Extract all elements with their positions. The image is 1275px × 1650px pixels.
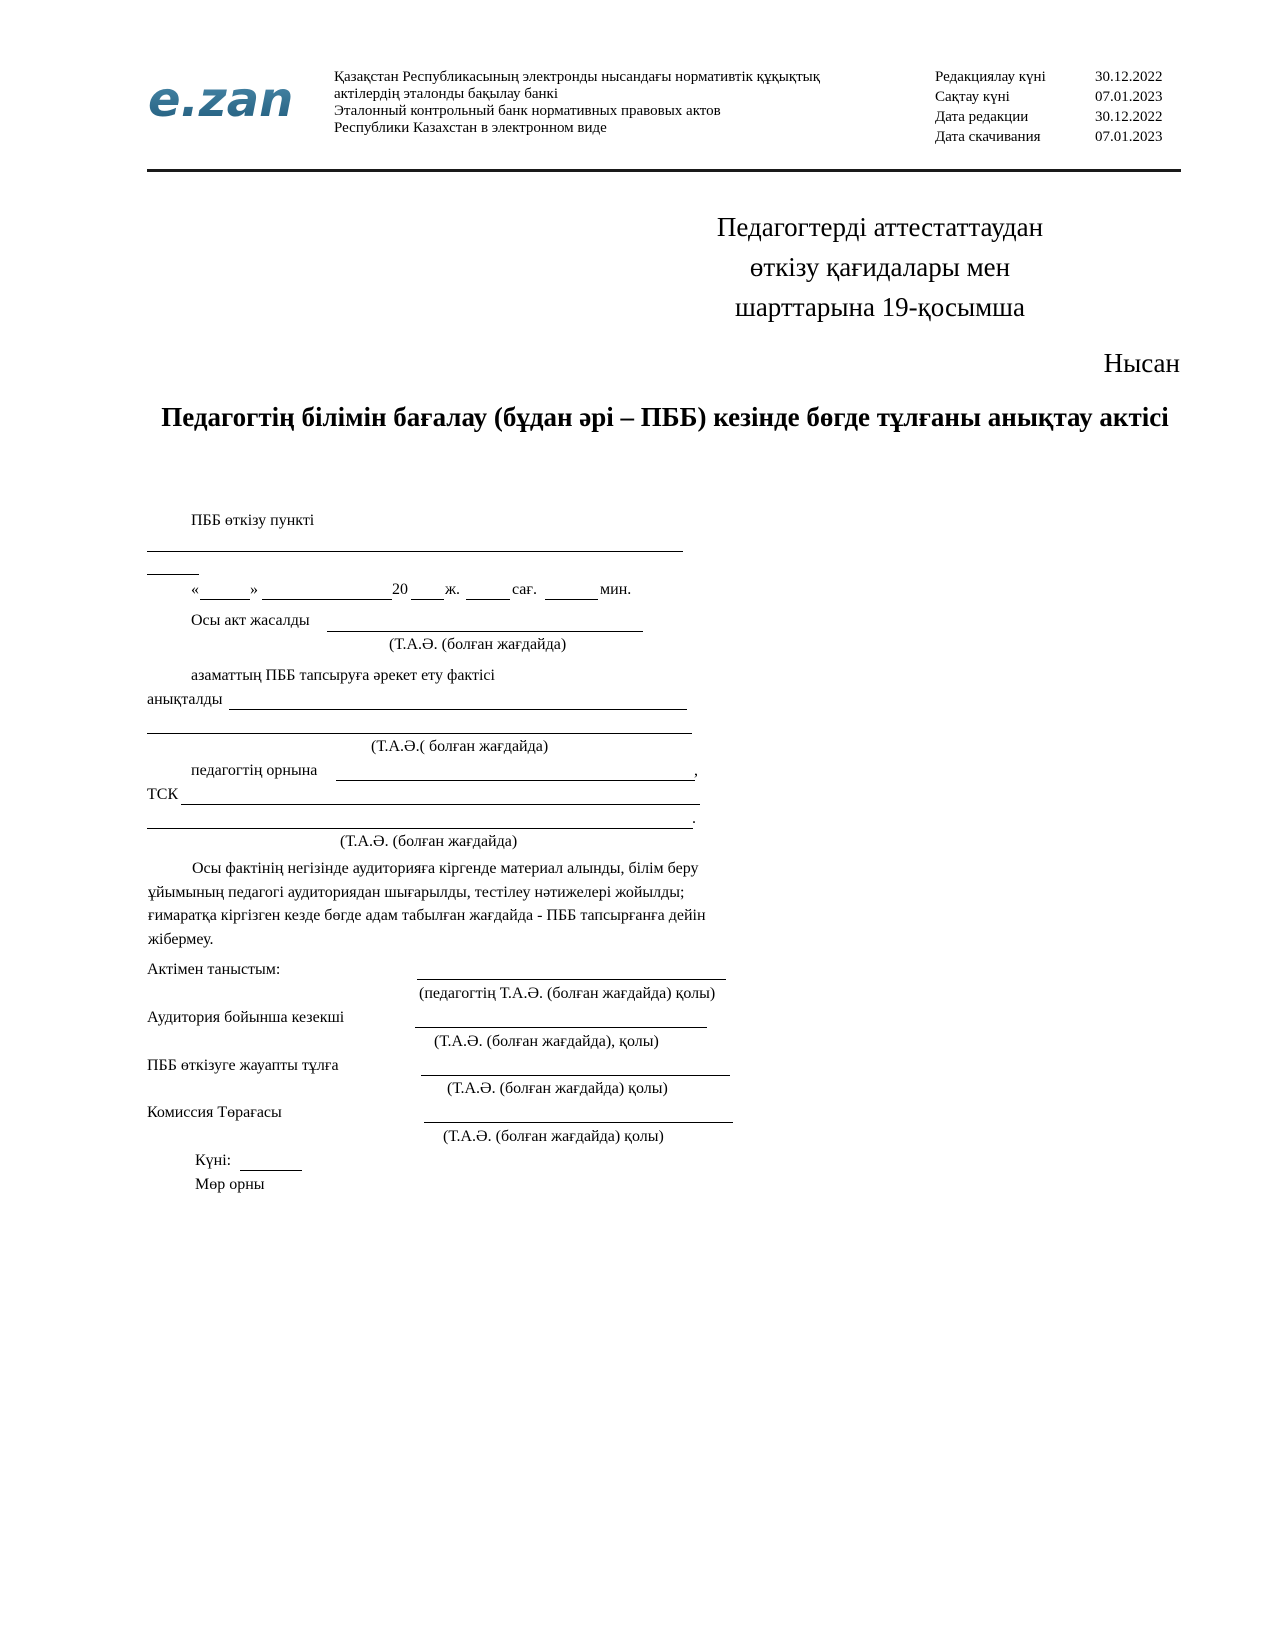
blank-minute <box>545 599 598 600</box>
blank-month <box>262 599 392 600</box>
period: . <box>692 810 696 827</box>
fio-hint: (Т.А.Ә.( болған жағдайда) <box>371 738 549 755</box>
meta-value: 30.12.2022 <box>1095 69 1163 85</box>
meta-row <box>935 67 1163 87</box>
signature-hint: (Т.А.Ә. (болған жағдайда), қолы) <box>434 1033 659 1050</box>
meta-value: 07.01.2023 <box>1095 129 1163 145</box>
meta-label: Редакциялау күні <box>935 69 1046 85</box>
blank-hour <box>466 599 510 600</box>
meta-value: 30.12.2022 <box>1095 109 1163 125</box>
comma: , <box>694 762 698 779</box>
blank-line <box>147 574 199 575</box>
date-close-quote: » <box>250 581 258 598</box>
date-minute-label: мин. <box>600 581 632 598</box>
blank-line <box>147 551 683 552</box>
blank-line <box>147 733 692 734</box>
blank-date <box>240 1170 302 1171</box>
header-line: Қазақстан Республикасының электронды нысандағы нормативтік құқықтық <box>334 69 821 85</box>
seal-place: Мөр орны <box>195 1176 265 1193</box>
blank-line <box>229 709 687 710</box>
header-line: Республики Казахстан в электронном виде <box>334 120 607 136</box>
meta-label: Дата скачивания <box>935 129 1041 145</box>
date-hour-label: сағ. <box>512 581 537 598</box>
meta-label: Дата редакции <box>935 109 1029 125</box>
fact-label: азаматтың ПББ тапсыруға әрекет ету фактісі <box>191 667 495 684</box>
signature-label: Комиссия Төрағасы <box>147 1104 282 1121</box>
signature-hint: (Т.А.Ә. (болған жағдайда) қолы) <box>447 1080 668 1097</box>
fio-hint: (Т.А.Ә. (болған жағдайда) <box>389 636 567 653</box>
blank-line <box>147 828 693 829</box>
logo-text: e.zan <box>148 72 294 128</box>
appendix-line: өткізу қағидалары мен <box>749 252 1011 282</box>
signature-line <box>417 979 726 980</box>
ezan-logo <box>148 70 298 132</box>
meta-value: 07.01.2023 <box>1095 89 1163 105</box>
date-year-prefix: 20 <box>392 581 408 598</box>
blank-line <box>336 780 695 781</box>
instead-of-label: педагогтің орнына <box>191 762 318 779</box>
blank-year <box>411 599 444 600</box>
blank-line <box>181 804 700 805</box>
header-line: актілердің эталонды бақылау банкі <box>334 86 558 102</box>
signature-line <box>424 1122 733 1123</box>
document-title: Педагогтің білімін бағалау (бұдан әрі – ПББ) кезінде бөгде тұлғаны анықтау актісі <box>161 402 1169 432</box>
date-open-quote: « <box>191 581 199 598</box>
meta-row <box>935 127 1163 147</box>
signature-hint: (Т.А.Ә. (болған жағдайда) қолы) <box>443 1128 664 1145</box>
header-meta <box>935 67 1163 147</box>
meta-row <box>935 87 1163 107</box>
signature-label: Актімен таныстым: <box>147 961 281 978</box>
blank-line <box>327 631 643 632</box>
signature-label: ПББ өткізуге жауапты тұлға <box>147 1057 339 1074</box>
appendix-line: Педагогтерді аттестаттаудан <box>716 212 1044 242</box>
fact-paragraph: Осы фактінің негізінде аудиторияға кіргенде материал алынды, білім беру ұйымының педагогі аудиториядан шығарылды, тестілеу нәтижелері жойылды; ғимаратқа кіргізген кезде бөгде адам табылған жағдайда - ПББ тапсырғанға дейін жібермеу. <box>148 860 706 948</box>
signature-hint: (педагогтің Т.А.Ә. (болған жағдайда) қолы) <box>419 985 716 1002</box>
form-label: Нысан <box>1103 348 1180 378</box>
date-year-suffix: ж. <box>445 581 461 598</box>
act-made-label: Осы акт жасалды <box>191 612 310 629</box>
signature-line <box>415 1027 707 1028</box>
tsk-label: ТСК <box>147 786 179 803</box>
meta-label: Сақтау күні <box>935 89 1010 105</box>
meta-row <box>935 107 1163 127</box>
date-label: Күні: <box>195 1152 232 1169</box>
signature-label: Аудитория бойынша кезекші <box>147 1009 345 1026</box>
header-divider <box>147 169 1181 172</box>
appendix-note <box>640 207 1120 327</box>
blank-day <box>200 599 250 600</box>
identified-label: анықталды <box>147 691 223 708</box>
pbb-point-label: ПББ өткізу пункті <box>191 512 315 529</box>
header-line: Эталонный контрольный банк нормативных правовых актов <box>334 103 721 119</box>
appendix-line: шарттарына 19-қосымша <box>735 292 1025 322</box>
signature-line <box>421 1075 730 1076</box>
header-source-text <box>334 69 820 137</box>
fio-hint: (Т.А.Ә. (болған жағдайда) <box>340 833 518 850</box>
